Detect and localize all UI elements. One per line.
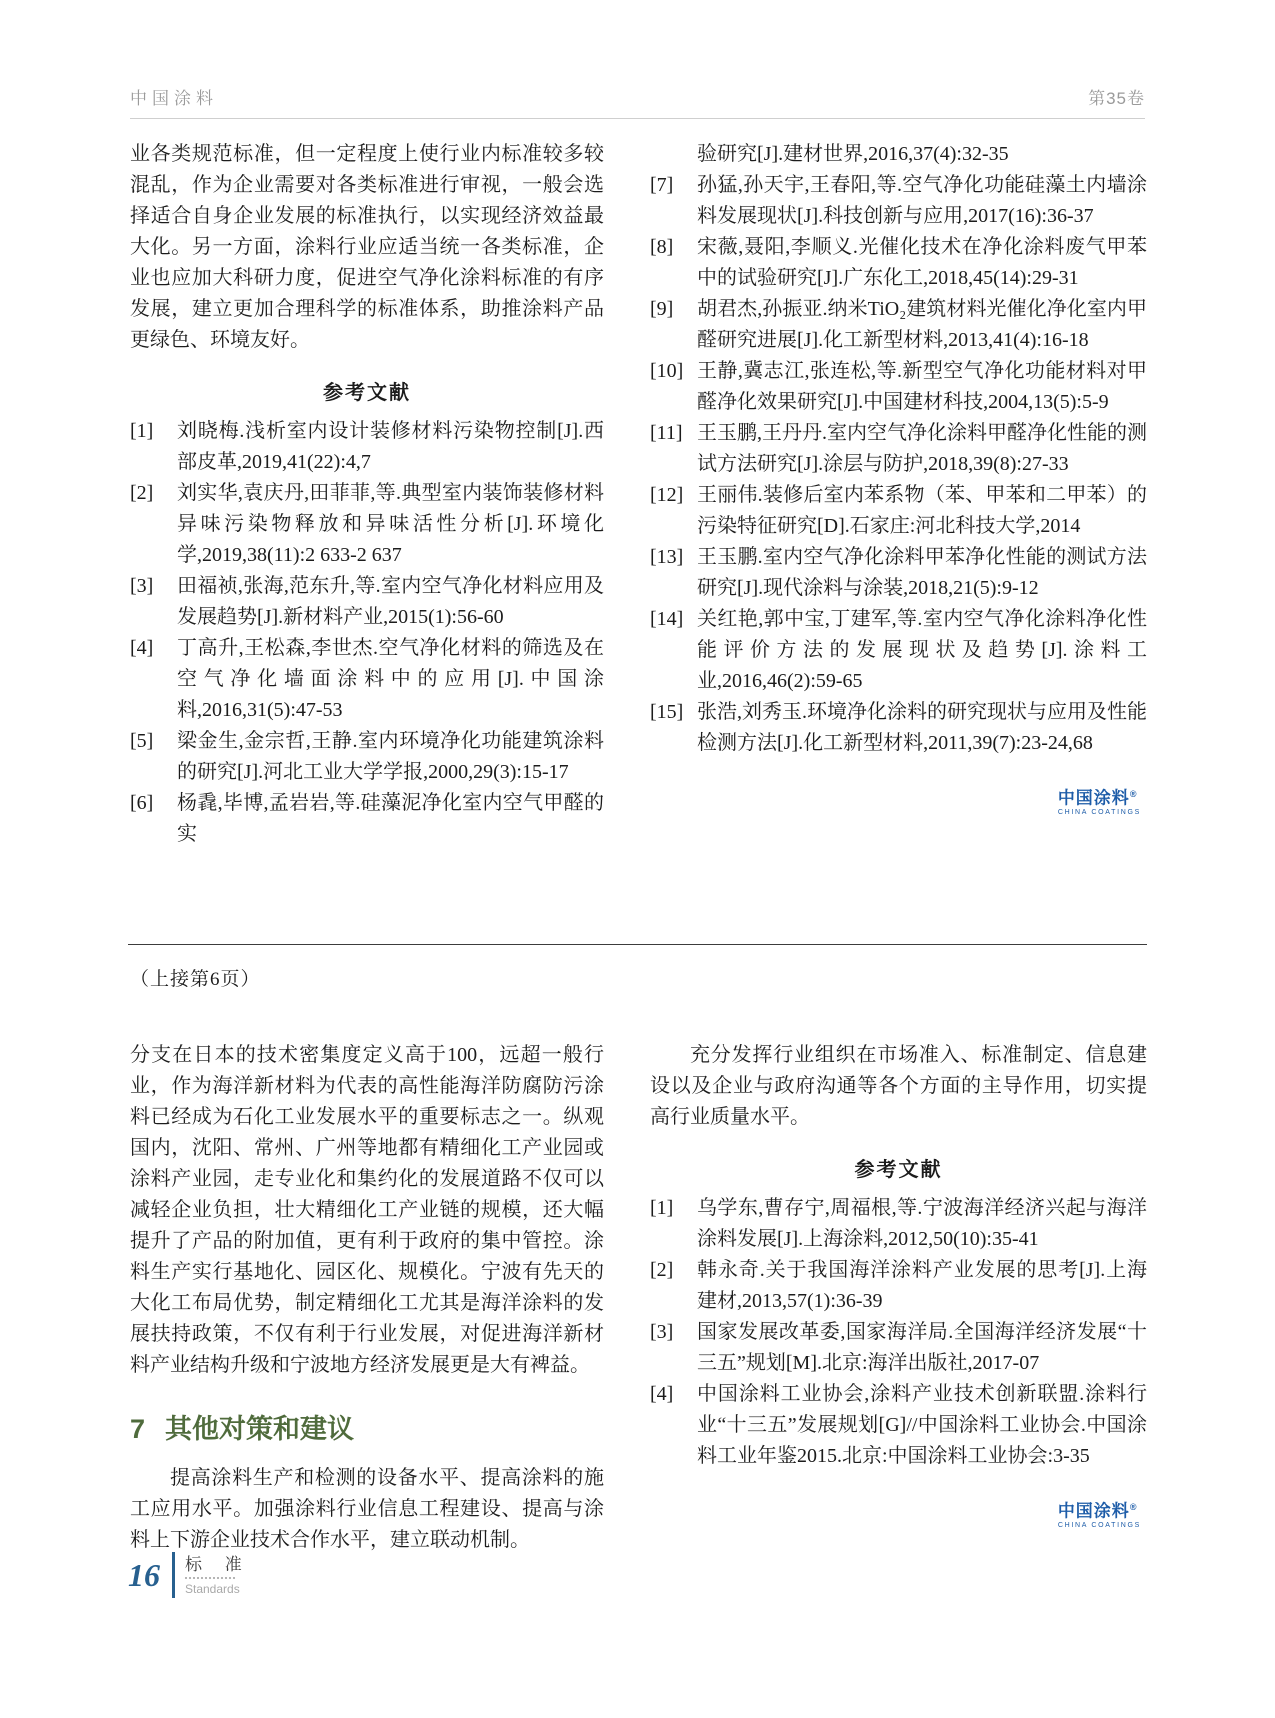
reference-item <box>130 788 604 850</box>
page-header <box>130 84 1145 119</box>
reference-text: 刘实华,袁庆丹,田菲菲,等.典型室内装饰装修材料异味污染物释放和异味活性分析[J].环境化学,2019,38(11):2 633-2 637 <box>177 482 604 566</box>
reference-number: [4] <box>130 637 154 659</box>
reference-number: [10] <box>650 360 684 382</box>
reference-text: 国家发展改革委,国家海洋局.全国海洋经济发展“十三五”规划[M].北京:海洋出版社,2017-07 <box>697 1321 1147 1374</box>
china-coatings-logo <box>1058 785 1141 817</box>
reference-number: [15] <box>650 701 684 723</box>
reference-item <box>130 633 604 726</box>
reference-number: [13] <box>650 546 684 568</box>
reference-number: [9] <box>650 298 674 320</box>
reference-number: [1] <box>650 1197 674 1219</box>
reference-text: 张浩,刘秀玉.环境净化涂料的研究现状与应用及性能检测方法[J].化工新型材料,2011,39(7):23-24,68 <box>697 701 1147 754</box>
body-paragraph: 充分发挥行业组织在市场准入、标准制定、信息建设以及企业与政府沟通等各个方面的主导作用，切实提高行业质量水平。 <box>650 1044 1147 1128</box>
reference-text: 王玉鹏,王丹丹.室内空气净化涂料甲醛净化性能的测试方法研究[J].涂层与防护,2018,39(8):27-33 <box>697 422 1147 475</box>
reference-text: 王静,冀志江,张连松,等.新型空气净化功能材料对甲醛净化效果研究[J].中国建材科技,2004,13(5):5-9 <box>697 360 1147 413</box>
reference-text: 田福祯,张海,范东升,等.室内空气净化材料应用及发展趋势[J].新材料产业,2015(1):56-60 <box>177 575 604 628</box>
reference-item <box>650 232 1147 294</box>
section-heading <box>130 1412 604 1446</box>
section-divider <box>128 944 1147 945</box>
reference-number: [8] <box>650 236 674 258</box>
journal-name: 中国涂料 <box>130 89 218 108</box>
reference-text: 乌学东,曹存宁,周福根,等.宁波海洋经济兴起与海洋涂料发展[J].上海涂料,2012,50(10):35-41 <box>697 1197 1147 1250</box>
reference-text: 杨毳,毕博,孟岩岩,等.硅藻泥净化室内空气甲醛的实 <box>177 792 604 845</box>
reference-text: 关红艳,郭中宝,丁建军,等.室内空气净化涂料净化性能评价方法的发展现状及趋势[J].涂料工业,2016,46(2):59-65 <box>697 608 1147 692</box>
reference-item <box>650 542 1147 604</box>
footer-section-label <box>185 1555 251 1596</box>
body-paragraph: 业各类规范标准，但一定程度上使行业内标准较多较混乱，作为企业需要对各类标准进行审视，一般会选择适合自身企业发展的标准执行，以实现经济效益最大化。另一方面，涂料行业应适当统一各类标准，企业也应加大科研力度，促进空气净化涂料标准的有序发展，建立更加合理科学的标准体系，助推涂料产品更绿色、环境友好。 <box>130 143 604 351</box>
footer-divider-bar <box>172 1552 175 1598</box>
reference-item <box>650 170 1147 232</box>
section-number: 7 <box>130 1414 146 1444</box>
reference-number: [3] <box>130 575 154 597</box>
reference-number: [3] <box>650 1321 674 1343</box>
reference-text: 丁高升,王松森,李世杰.空气净化材料的筛选及在空气净化墙面涂料中的应用[J].中国涂料,2016,31(5):47-53 <box>177 637 604 721</box>
reference-item <box>130 478 604 571</box>
reference-text: 王丽伟.装修后室内苯系物（苯、甲苯和二甲苯）的污染特征研究[D].石家庄:河北科技大学,2014 <box>697 484 1147 537</box>
reference-text: 韩永奇.关于我国海洋涂料产业发展的思考[J].上海建材,2013,57(1):36-39 <box>697 1259 1147 1312</box>
top-left-column <box>130 139 604 850</box>
reference-text: 孙猛,孙天宇,王春阳,等.空气净化功能硅藻土内墙涂料发展现状[J].科技创新与应用,2017(16):36-37 <box>697 174 1147 227</box>
reference-item <box>650 1317 1147 1379</box>
reference-number: [7] <box>650 174 674 196</box>
logo-subtitle: CHINA COATINGS <box>1057 1521 1141 1529</box>
reference-text: 胡君杰,孙振亚.纳米TiO₂建筑材料光催化净化室内甲醛研究进展[J].化工新型材料,2013,41(4):16-18 <box>697 298 1147 351</box>
reference-text: 宋薇,聂阳,李顺义.光催化技术在净化涂料废气甲苯中的试验研究[J].广东化工,2018,45(14):29-31 <box>697 236 1147 289</box>
volume-label: 第35卷 <box>1088 89 1145 108</box>
logo-registered-mark: ® <box>1129 1502 1138 1512</box>
reference-number: [11] <box>650 422 683 444</box>
reference-item <box>650 697 1147 759</box>
reference-item <box>650 418 1147 480</box>
bottom-left-column <box>130 1040 604 1556</box>
section-title: 其他对策和建议 <box>165 1414 355 1444</box>
footer-label-en: Standards <box>185 1581 240 1596</box>
reference-text: 中国涂料工业协会,涂料产业技术创新联盟.涂料行业“十三五”发展规划[G]//中国涂料工业协会.中国涂料工业年鉴2015.北京:中国涂料工业协会:3-35 <box>697 1383 1147 1467</box>
reference-item <box>650 1379 1147 1472</box>
page-number: 16 <box>128 1556 160 1593</box>
reference-item <box>130 571 604 633</box>
body-paragraph: 提高涂料生产和检测的设备水平、提高涂料的施工应用水平。加强涂料行业信息工程建设、提高与涂料上下游企业技术合作水平，建立联动机制。 <box>130 1467 604 1551</box>
reference-number: [6] <box>130 792 154 814</box>
reference-number: [4] <box>650 1383 674 1405</box>
footer-label-cn: 标 准 <box>185 1554 251 1574</box>
reference-number: [12] <box>650 484 684 506</box>
references-title: 参考文献 <box>323 382 411 404</box>
top-right-column <box>650 139 1147 817</box>
reference-text: 刘晓梅.浅析室内设计装修材料污染物控制[J].西部皮革,2019,41(22):4,7 <box>177 420 604 473</box>
reference-number: [2] <box>130 482 154 504</box>
reference-item <box>650 480 1147 542</box>
reference-number: [2] <box>650 1259 674 1281</box>
reference-text: 王玉鹏.室内空气净化涂料甲苯净化性能的测试方法研究[J].现代涂料与涂装,2018,21(5):9-12 <box>697 546 1147 599</box>
logo-text: 中国涂料® <box>1057 1501 1138 1521</box>
reference-item <box>650 1193 1147 1255</box>
logo-subtitle: CHINA COATINGS <box>1057 808 1141 816</box>
logo-text: 中国涂料® <box>1057 788 1138 808</box>
reference-number: [14] <box>650 608 684 630</box>
continued-from-note: （上接第6页） <box>130 969 261 990</box>
reference-item <box>130 416 604 478</box>
reference-number: [5] <box>130 730 154 752</box>
china-coatings-logo <box>1058 1498 1141 1530</box>
reference-item <box>650 604 1147 697</box>
reference-item <box>650 1255 1147 1317</box>
references-title: 参考文献 <box>854 1159 943 1181</box>
body-paragraph: 分支在日本的技术密集度定义高于100，远超一般行业，作为海洋新材料为代表的高性能海洋防腐防污涂料已经成为石化工业发展水平的重要标志之一。纵观国内，沈阳、常州、广州等地都有精细化工产业园或涂料产业园，走专业化和集约化的发展道路不仅可以减轻企业负担，壮大精细化工产业链的规模，还大幅提升了产品的附加值，更有利于政府的集中管控。涂料生产实行基地化、园区化、规模化。宁波有先天的大化工布局优势，制定精细化工尤其是海洋涂料的发展扶持政策，不仅有利于行业发展，对促进海洋新材料产业结构升级和宁波地方经济发展更是大有裨益。 <box>130 1044 604 1376</box>
reference-item <box>650 356 1147 418</box>
page-footer <box>128 1552 251 1598</box>
reference-number: [1] <box>130 420 154 442</box>
reference-continuation: 验研究[J].建材世界,2016,37(4):32-35 <box>697 143 1009 165</box>
reference-text: 梁金生,金宗哲,王静.室内环境净化功能建筑涂料的研究[J].河北工业大学学报,2000,29(3):15-17 <box>177 730 604 783</box>
logo-registered-mark: ® <box>1129 789 1138 799</box>
bottom-right-column <box>650 1040 1147 1530</box>
reference-item <box>130 726 604 788</box>
footer-dots <box>185 1577 235 1579</box>
reference-item <box>650 294 1147 356</box>
